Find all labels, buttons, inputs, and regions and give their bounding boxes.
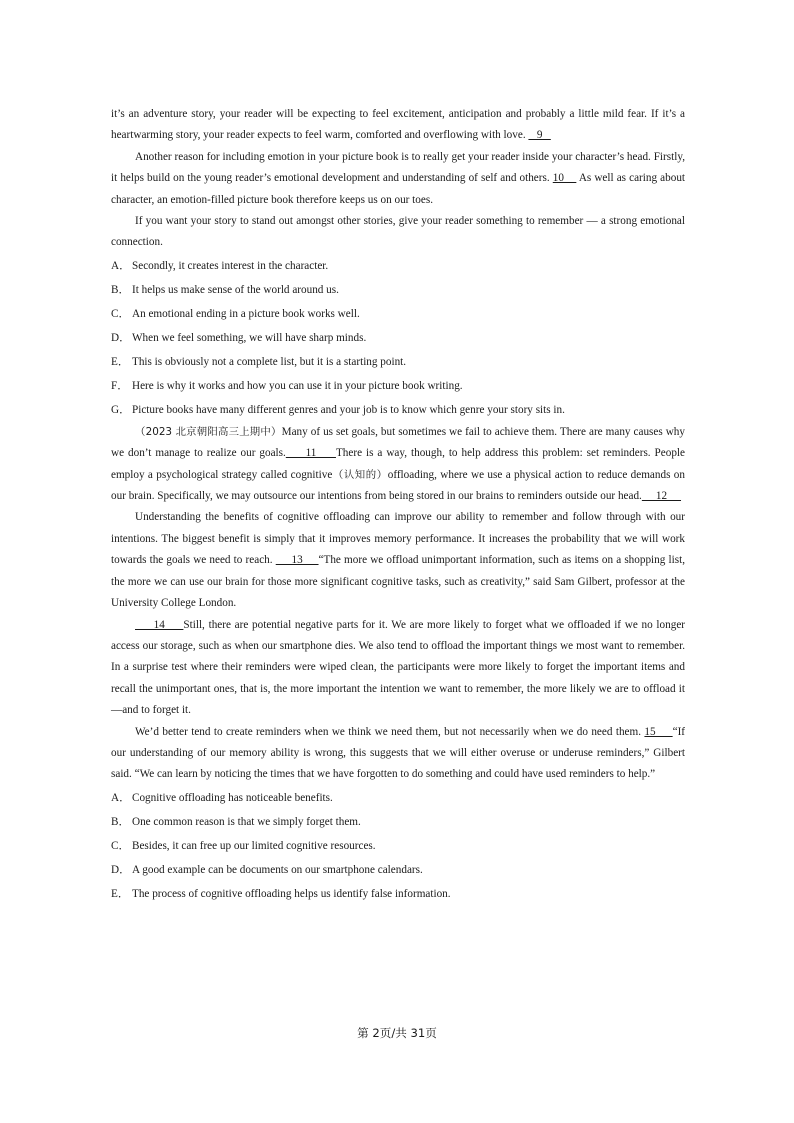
blank-9: 9 [528,129,551,142]
paragraph [111,147,685,211]
options-list [111,786,685,906]
paragraph-text: Still, there are potential negative parts for it. We are more likely to forget what we offloaded if we no longer access our storage, such as when our smartphone dies. We also tend to offload the important things we most want to remember. In a surprise test where their reminders were wiped clean, the participants were more likely to forget the important items and recall the unimportant ones, that is, the more important the intention we want to remember, the more likely we are to offload it—and to forget it. [111,618,686,717]
paragraph-text: “If our understanding of our memory ability is wrong, this suggests that we will either overuse or underuse reminders,” Gilbert said. “We can learn by noticing the times that we have forgotten to do something and could have used reminders to help.” [111,725,686,781]
option-item: E． The process of cognitive offloading helps us identify false information. [111,887,451,900]
paragraph-text: There is a way, though, to help address this problem: set reminders. People employ a psychological strategy called cognitive [111,447,685,481]
paragraph [111,507,685,614]
paragraph-text: We’d better tend to create reminders when we think we need them, but not necessarily when we do need them. [135,725,642,738]
paragraph-text: “The more we offload unimportant information, such as items on a shopping list, the more we can use our brain for those more significant cognitive tasks, such as creativity,” said Sam Gilbert, professor at the University College London. [111,554,685,610]
page-footer: 第 2页/共 31页 [357,1026,437,1040]
paragraph [111,211,685,254]
option-item: E． This is obviously not a complete list, but it is a starting point. [111,355,407,368]
option-item: B． It helps us make sense of the world around us. [111,283,339,296]
option-item: D． A good example can be documents on our smartphone calendars. [111,863,423,876]
blank-11: 11 [285,447,336,460]
option-item: C． An emotional ending in a picture book works well. [111,307,360,320]
option-item: B． One common reason is that we simply forget them. [111,815,361,828]
paragraph-text: offloading, where we use a physical action to reduce demands on our brain. Specifically, we may outsource our intentions from being stored in our brains to reminders outside our head. [111,468,685,503]
paragraph-text: As well as caring about character, an emotion-filled picture book therefore keeps us on our toes. [111,172,686,206]
options-list [111,254,685,422]
blank-13: 13 [275,554,319,567]
option-item: A． Secondly, it creates interest in the character. [111,259,329,272]
paragraph-text: Understanding the benefits of cognitive offloading can improve our ability to remember and follow through with our intentions. The biggest benefit is simply that it improves memory performance. It increases the probability that we will work towards the goals we need to reach. [111,511,685,567]
paragraph [111,422,685,508]
document-page [111,104,685,906]
option-item: A． Cognitive offloading has noticeable benefits. [111,791,333,804]
option-item: D． When we feel something, we will have sharp minds. [111,331,367,344]
option-item: F． Here is why it works and how you can use it in your picture book writing. [111,379,463,392]
source-label: （2023 北京朝阳高三上期中） [135,425,282,438]
chinese-gloss: （认知的） [332,468,388,481]
paragraph-text: it’s an adventure story, your reader will be expecting to feel excitement, anticipation and probably a little mild fear. If it’s a heartwarming story, your reader expects to feel warm, comforted and overflowing with love. [111,108,685,142]
paragraph-text: If you want your story to stand out amongst other stories, give your reader something to remember — a strong emotional connection. [111,215,685,249]
paragraph [111,104,685,147]
blank-12: 12 [641,490,682,503]
blank-14: 14 [135,618,184,631]
option-item: G． Picture books have many different genres and your job is to know which genre your story sits in. [111,403,565,416]
option-item: C． Besides, it can free up our limited cognitive resources. [111,839,376,852]
blank-15: 15 [644,725,673,738]
blank-10: 10 [552,172,577,185]
paragraph-text: Many of us set goals, but sometimes we fail to achieve them. There are many causes why we don’t manage to realize our goals. [111,425,685,460]
paragraph [111,615,685,722]
paragraph [111,722,685,786]
paragraph-text: Another reason for including emotion in your picture book is to really get your reader inside your character’s head. Firstly, it helps build on the young reader’s emotional development and understanding of self and others. [111,150,685,185]
